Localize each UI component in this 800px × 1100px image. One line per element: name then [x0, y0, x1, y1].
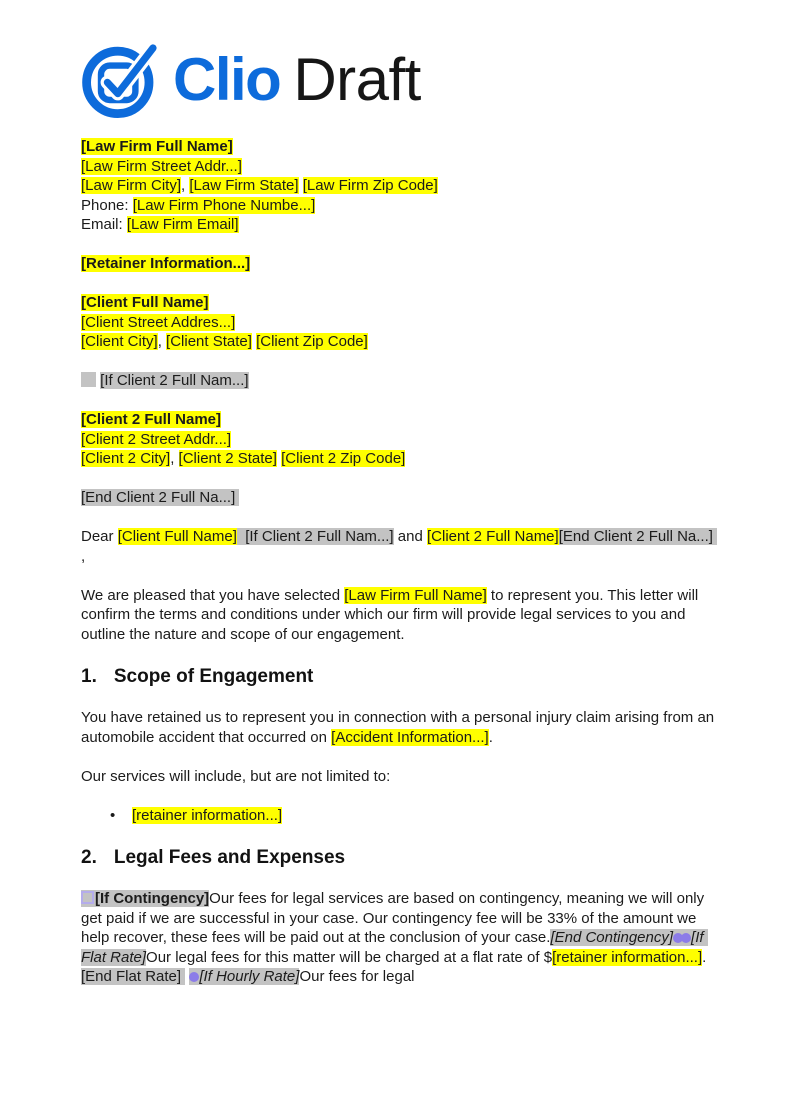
merge-field-law-firm-phone[interactable]: [Law Firm Phone Numbe...] [132, 196, 316, 214]
scope-text: You have retained us to represent you in connection with a personal injury claim arising from an automobile accident that occurred on [81, 709, 719, 746]
conditional-field-end-contingency[interactable]: [End Contingency] [550, 929, 674, 946]
hourly-text: Our fees for legal [299, 968, 415, 985]
merge-field-client2-zip[interactable]: [Client 2 Zip Code] [281, 450, 406, 467]
merge-field-client-state[interactable]: [Client State] [166, 333, 252, 350]
comment-dot-icon[interactable] [189, 972, 199, 982]
merge-field-client2-name[interactable]: [Client 2 Full Name] [81, 411, 222, 428]
merge-field-client2-street[interactable]: [Client 2 Street Addr...] [81, 430, 232, 448]
comment-dot-icon[interactable] [681, 933, 691, 943]
merge-field-client-name[interactable]: [Client Full Name] [81, 294, 209, 311]
conditional-field-if-hourly-rate[interactable]: [If Hourly Rate] [199, 968, 300, 985]
conditional-field-end-flat-rate[interactable]: [End Flat Rate] [81, 968, 186, 985]
if-contingency-label[interactable]: [If Contingency] [95, 890, 210, 907]
conditional-square-icon [81, 891, 94, 904]
merge-field-law-firm-zip[interactable]: [Law Firm Zip Code] [302, 177, 438, 194]
conditional-field-if-client2[interactable]: [If Client 2 Full Nam...] [100, 372, 249, 389]
email-label: Email: [81, 216, 127, 233]
section2-title: Legal Fees and Expenses [113, 847, 346, 868]
clio-draft-logo [81, 40, 720, 120]
services-bullet-item [81, 806, 720, 826]
client2-address-block [81, 410, 720, 469]
merge-field-client2-city[interactable]: [Client 2 City] [81, 450, 171, 467]
merge-field-client-street[interactable]: [Client Street Addres...] [81, 313, 236, 331]
merge-field-retainer-information[interactable]: [retainer information...] [132, 806, 283, 824]
flat-rate-period: . [702, 948, 707, 966]
merge-field-client2-state[interactable]: [Client 2 State] [178, 450, 277, 467]
conditional-field-if-flat-rate[interactable]: [If Flat Rate] [81, 929, 708, 966]
salutation-text: , [81, 528, 722, 565]
merge-field-client-city[interactable]: [Client City] [81, 333, 158, 350]
retainer-information-line [81, 254, 720, 274]
merge-field-law-firm-street[interactable]: [Law Firm Street Addr...] [81, 157, 242, 175]
salutation-text: Dear [81, 528, 118, 545]
client-address-block [81, 293, 720, 352]
merge-field-client-name[interactable]: [Client Full Name] [117, 528, 237, 545]
merge-field-client2-name[interactable]: [Client 2 Full Name] [426, 528, 559, 545]
section1-heading [81, 665, 720, 688]
conditional-marker [81, 372, 96, 387]
merge-field-law-firm-city[interactable]: [Law Firm City] [81, 177, 182, 194]
scope-paragraph [81, 708, 720, 747]
merge-field-law-firm-state[interactable]: [Law Firm State] [189, 177, 299, 194]
separator: , [181, 177, 190, 194]
merge-field-retainer-information[interactable]: [retainer information...] [552, 948, 703, 966]
section2-number: 2. [81, 847, 97, 868]
fees-paragraph [81, 889, 720, 987]
bullet-icon: • [110, 806, 116, 824]
intro-text: We are pleased that you have selected [81, 586, 345, 604]
services-intro-line [81, 767, 720, 787]
merge-field-retainer-information[interactable]: [Retainer Information...] [81, 255, 251, 272]
separator: , [157, 333, 167, 350]
conditional-field-end-client2[interactable]: [End Client 2 Full Na...] [81, 489, 240, 506]
section1-number: 1. [81, 666, 97, 687]
law-firm-address-block [81, 137, 720, 235]
conditional-cluster[interactable] [189, 968, 299, 985]
merge-field-law-firm-email[interactable]: [Law Firm Email] [126, 216, 239, 233]
merge-field-law-firm-name[interactable]: [Law Firm Full Name] [344, 586, 487, 604]
salutation-text: and [393, 528, 427, 545]
end-client2-conditional-line [81, 488, 720, 508]
services-text: Our services will include, but are not limited to: [81, 767, 391, 785]
contingency-text: Our fees for legal services are based on contingency, meaning we will only get paid if we are successful in your case. Our contingency fee will be 33% of the amount we help recover, these fees will be paid out at the conclusion of your case. [81, 890, 709, 946]
merge-field-accident-information[interactable]: [Accident Information...] [331, 728, 489, 746]
intro-paragraph [81, 586, 720, 645]
conditional-field-if-contingency[interactable] [81, 890, 209, 907]
logo-brand-text: Clio [173, 46, 281, 113]
clio-check-icon [81, 40, 161, 120]
flat-rate-text: Our legal fees for this matter will be charged at a flat rate of $ [146, 948, 553, 966]
section1-title: Scope of Engagement [113, 666, 314, 687]
salutation-paragraph [81, 527, 720, 566]
separator: , [170, 450, 179, 467]
intro-text: to represent you. This letter will confirm the terms and conditions under which our firm will provide legal services to you and outline the nature and scope of our engagement. [81, 586, 703, 643]
conditional-field-if-client2[interactable]: [If Client 2 Full Nam...] [236, 528, 394, 545]
if-client2-conditional-line [81, 371, 720, 391]
merge-field-law-firm-name[interactable]: [Law Firm Full Name] [81, 138, 233, 155]
phone-label: Phone: [81, 196, 133, 214]
scope-text: . [488, 728, 493, 746]
conditional-field-end-client2[interactable]: [End Client 2 Full Na...] [558, 528, 718, 545]
merge-field-client-zip[interactable]: [Client Zip Code] [256, 333, 368, 350]
logo-product-text: Draft [293, 46, 421, 113]
section2-heading [81, 846, 720, 869]
